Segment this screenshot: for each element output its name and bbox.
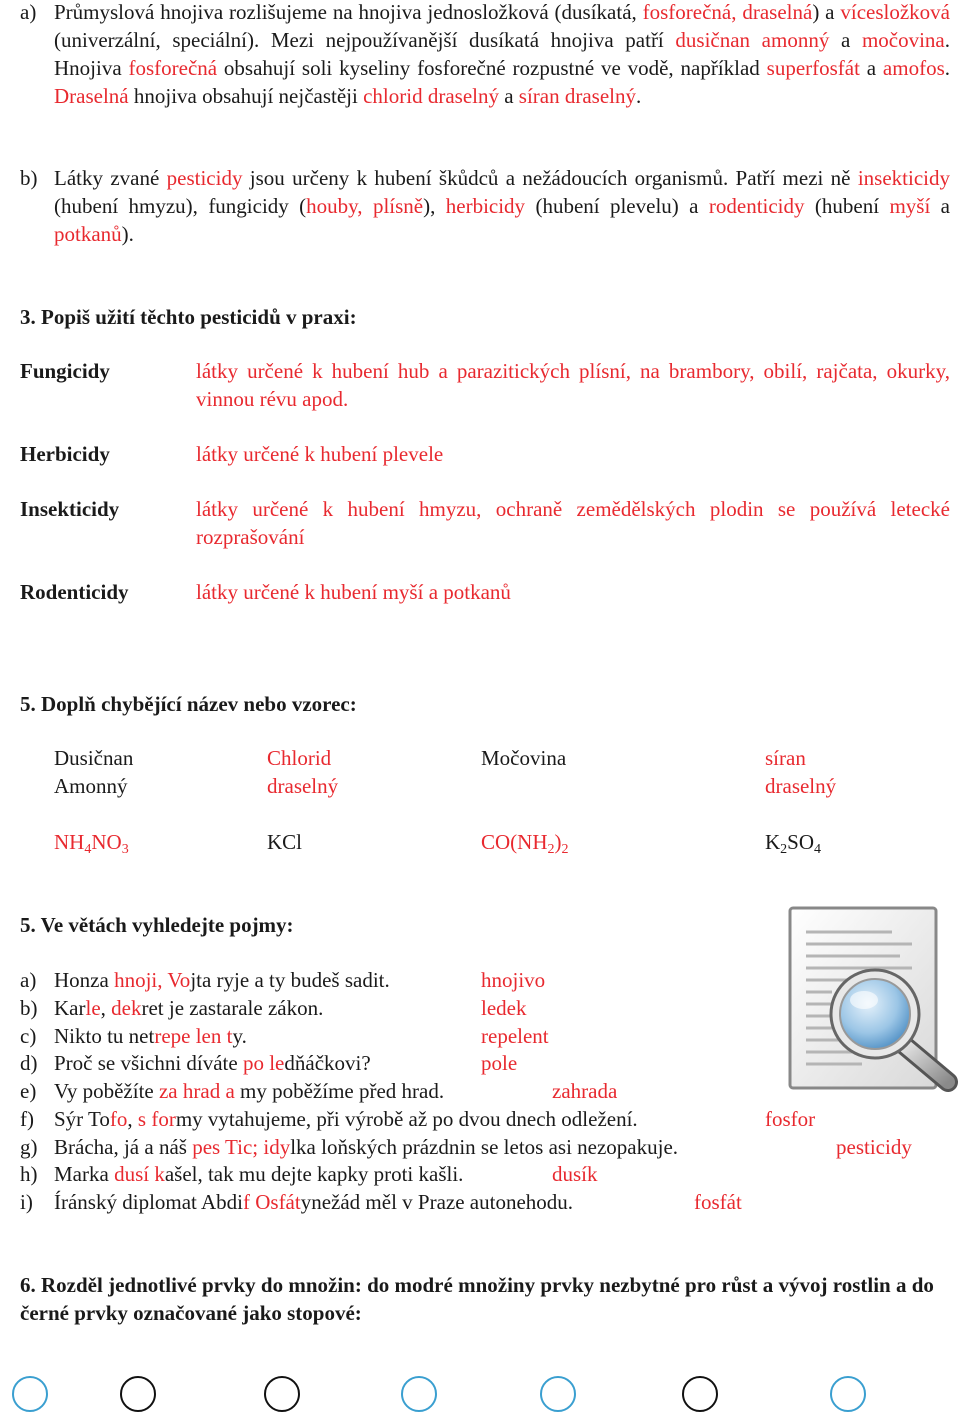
text-run: hnojiva obsahují nejčastěji	[128, 84, 364, 108]
name-cell	[481, 744, 566, 772]
highlighted-term: insekticidy	[857, 166, 950, 190]
section-a-label: a)	[20, 0, 37, 24]
text-run: Látky zvané	[54, 166, 167, 190]
text-run: my vytahujeme, při výrobě až po dvou dnech odležení.	[175, 1106, 638, 1131]
formula-kcl	[267, 828, 302, 856]
hidden-word: f Osfát	[242, 1190, 301, 1214]
blue-set-circle	[540, 1376, 576, 1412]
text-run: jsou určeny k hubení škůdců a nežádoucích organismů. Patří mezi ně	[242, 166, 858, 190]
hidden-word: hnoji, Vo	[114, 968, 191, 992]
highlighted-term: Draselná	[54, 84, 129, 108]
formula-subscript: 4	[84, 842, 92, 857]
hidden-word: fo	[109, 1106, 128, 1131]
text-run: Sýr T	[54, 1106, 100, 1131]
text-run: y.	[232, 1023, 247, 1048]
text-run: .	[636, 84, 642, 108]
formula-subscript: 2	[547, 842, 555, 857]
name-line2: draselný	[267, 774, 339, 798]
formula-k2so4	[765, 828, 821, 856]
sentence-label: c)	[20, 1023, 37, 1048]
hidden-word: le	[85, 995, 101, 1020]
text-run: Brácha, já a náš	[54, 1134, 193, 1159]
text-run: (hubení hmyzu), fungicidy (	[54, 194, 307, 218]
sentence-label: d)	[20, 1051, 38, 1076]
sentence-label: a)	[20, 968, 37, 992]
formula-part: NH	[54, 830, 85, 854]
name-cell	[54, 744, 133, 800]
highlighted-term: houby, plísně	[306, 194, 424, 218]
sentence-row	[20, 1105, 960, 1133]
sentence-answer: zahrada	[552, 1079, 618, 1103]
sentence-row	[20, 1133, 960, 1161]
q6-heading: 6. Rozděl jednotlivé prvky do množin: do modré množiny prvky nezbytné pro růst a vývoj rostlin a do černé prvky označované jako stopové:	[20, 1273, 934, 1325]
sentence-answer: ledek	[481, 995, 527, 1020]
sentence-answer: pesticidy	[836, 1134, 912, 1159]
text-run: Průmyslová hnojiva rozlišujeme na hnojiva jednosložková (dusíkatá,	[54, 0, 643, 24]
text-run: (univerzální, speciální). Mezi nejpoužívanější dusíkatá hnojiva patří	[54, 28, 676, 52]
sentence-row	[20, 1160, 960, 1188]
def-herbicidy: látky určené k hubení plevele	[196, 442, 444, 466]
sentence-answer: fosfor	[765, 1106, 816, 1131]
hidden-word: repe len t	[154, 1023, 233, 1048]
text-run: a	[859, 56, 883, 80]
formula-subscript: 3	[121, 842, 129, 857]
formula-subscript: 2	[561, 842, 569, 857]
text-run: a	[930, 194, 950, 218]
section-a	[20, 0, 950, 110]
text-run: ašel, tak mu dejte kapky proti kašli.	[164, 1162, 464, 1187]
highlighted-term: pesticidy	[166, 166, 243, 190]
name-line1: Močovina	[481, 746, 567, 770]
term-fungicidy: Fungicidy	[20, 359, 110, 383]
section-a-text	[54, 0, 950, 110]
hidden-word: dek	[111, 995, 142, 1020]
text-run: (hubení plevelu) a	[525, 194, 709, 218]
text-run: Nikto tu net	[54, 1023, 155, 1048]
highlighted-term: rodenticidy	[708, 194, 805, 218]
formula-part: )	[554, 830, 562, 854]
highlighted-term: vícesložková	[840, 0, 950, 24]
formula-part: SO	[787, 830, 815, 854]
text-run: Kar	[54, 995, 86, 1020]
text-run: ) a	[812, 0, 841, 24]
text-run: Vy poběžíte	[54, 1079, 159, 1103]
formula-part: K	[765, 830, 781, 854]
q5b-heading: 5. Ve větách vyhledejte pojmy:	[20, 913, 294, 937]
text-run: a	[829, 28, 862, 52]
formula-nh4no3	[54, 828, 129, 856]
text-run: Marka	[54, 1162, 115, 1187]
text-run: ),	[423, 194, 446, 218]
text-run: Íránský diplomat Abdi	[54, 1190, 243, 1214]
text-run: a	[498, 84, 519, 108]
sentence-label: e)	[20, 1079, 37, 1103]
text-run: ynežád měl v Praze autonehodu.	[300, 1190, 574, 1214]
highlighted-term: chlorid draselný	[363, 84, 499, 108]
text-run: . Hnojiva	[54, 28, 950, 80]
highlighted-term: dusičnan amonný	[675, 28, 830, 52]
sentence-label: i)	[20, 1190, 33, 1214]
text-run: Proč se všichni díváte	[54, 1051, 243, 1076]
highlighted-term: myší	[889, 194, 931, 218]
def-rodenticidy: látky určené k hubení myší a potkanů	[196, 580, 511, 604]
document-magnifier-icon	[772, 902, 960, 1097]
name-line2: Amonný	[54, 774, 128, 798]
text-run: ,	[100, 995, 112, 1020]
text-run: ).	[121, 222, 134, 246]
highlighted-term: potkanů	[54, 222, 122, 246]
black-set-circle	[682, 1376, 718, 1412]
sentence-answer: hnojivo	[481, 968, 546, 992]
text-run: .	[944, 56, 950, 80]
sentence-label: f)	[20, 1106, 34, 1131]
black-set-circle	[264, 1376, 300, 1412]
term-rodenticidy: Rodenticidy	[20, 580, 129, 604]
hidden-word: za hrad a	[158, 1079, 235, 1103]
sentence-row	[20, 1188, 960, 1216]
formula-part: NO	[91, 830, 122, 854]
sentence-label: b)	[20, 995, 38, 1020]
sentence-answer: dusík	[552, 1162, 598, 1187]
section-b	[20, 164, 950, 248]
blue-set-circle	[401, 1376, 437, 1412]
text-run: my poběžíme před hrad.	[234, 1079, 445, 1103]
name-cell	[765, 744, 836, 800]
hidden-word: pes Tic; idy	[192, 1134, 291, 1159]
name-line2: draselný	[765, 774, 837, 798]
sentence-answer: fosfát	[694, 1190, 742, 1214]
hidden-word: dusí k	[114, 1162, 165, 1187]
name-line1: síran	[765, 746, 806, 770]
sentence-label: h)	[20, 1162, 38, 1187]
text-run: obsahují soli kyseliny fosforečné rozpustné ve vodě, například	[217, 56, 767, 80]
formula-urea	[481, 828, 569, 856]
blue-set-circle	[830, 1376, 866, 1412]
text-run: ,	[127, 1106, 138, 1131]
blue-set-circle	[12, 1376, 48, 1412]
section-b-text	[54, 164, 950, 248]
sentence-label: g)	[20, 1134, 38, 1159]
def-fungicidy: látky určené k hubení hub a parazitických plísní, na brambory, obilí, rajčata, okurky, vinnou révu apod.	[196, 359, 950, 411]
sentence-answer: repelent	[481, 1023, 549, 1048]
text-run: ret je zastarale zákon.	[141, 995, 324, 1020]
hidden-word: s for	[137, 1106, 176, 1131]
term-insekticidy: Insekticidy	[20, 497, 120, 521]
q3-heading: 3. Popiš užití těchto pesticidů v praxi:	[20, 305, 357, 329]
highlighted-term: amofos	[882, 56, 945, 80]
highlighted-term: superfosfát	[766, 56, 860, 80]
name-line1: Chlorid	[267, 746, 332, 770]
text-run: dňáčkovi?	[284, 1051, 371, 1076]
text-run: Honza	[54, 968, 115, 992]
formula-subscript: 4	[814, 842, 822, 857]
formula-subscript: 2	[780, 842, 788, 857]
highlighted-term: močovina	[861, 28, 945, 52]
text-run: (hubení	[804, 194, 890, 218]
highlighted-term: herbicidy	[445, 194, 526, 218]
def-insekticidy: látky určené k hubení hmyzu, ochraně zemědělských plodin se používá letecké rozprašování	[196, 497, 950, 549]
hidden-word: po le	[242, 1051, 285, 1076]
name-line1: Dusičnan	[54, 746, 134, 770]
sentence-answer: pole	[481, 1051, 518, 1076]
formula-part: CO(NH	[481, 830, 548, 854]
formula-part: KCl	[267, 830, 303, 854]
highlighted-term: fosforečná, draselná	[642, 0, 813, 24]
highlighted-term: síran draselný	[518, 84, 637, 108]
text-run: jta ryje a ty budeš sadit.	[190, 968, 390, 992]
term-herbicidy: Herbicidy	[20, 442, 110, 466]
highlighted-term: fosforečná	[128, 56, 218, 80]
q5a-heading: 5. Doplň chybějící název nebo vzorec:	[20, 692, 357, 716]
name-cell	[267, 744, 338, 800]
section-b-label: b)	[20, 166, 38, 190]
black-set-circle	[120, 1376, 156, 1412]
text-run: lka loňských prázdnin se letos asi nezopakuje.	[290, 1134, 679, 1159]
text-run: o	[99, 1106, 110, 1131]
